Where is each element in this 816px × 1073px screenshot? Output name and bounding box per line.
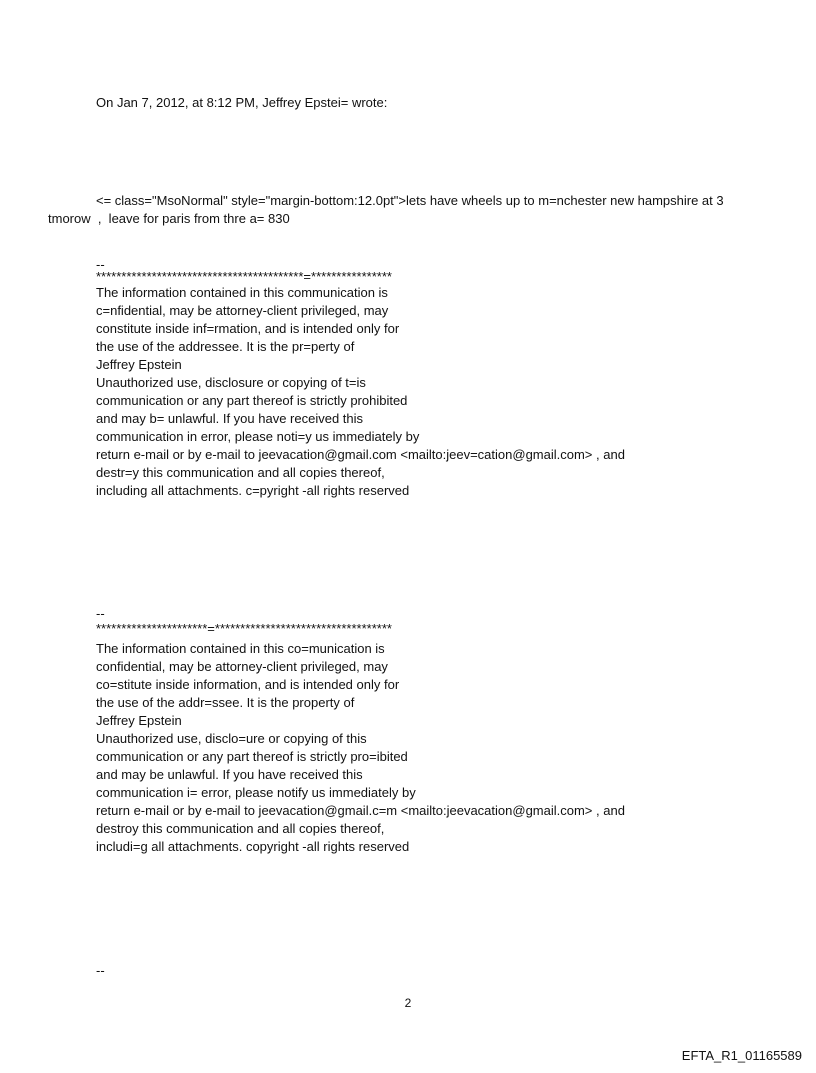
signature-stars: **********************=***********************************	[96, 621, 392, 636]
trailing-dash: --	[96, 963, 105, 978]
disclaimer-line: communication i= error, please notify us immediately by	[96, 785, 416, 800]
signature-dash: --	[96, 606, 105, 621]
disclaimer-line: Unauthorized use, disclo=ure or copying of this	[96, 731, 367, 746]
disclaimer-line: c=nfidential, may be attorney-client privileged, may	[96, 303, 389, 318]
disclaimer-line: including all attachments. c=pyright -all rights reserved	[96, 483, 410, 498]
disclaimer-line: and may be unlawful. If you have received this	[96, 767, 363, 782]
disclaimer-line: constitute inside inf=rmation, and is intended only for	[96, 321, 400, 336]
email-header-line: On Jan 7, 2012, at 8:12 PM, Jeffrey Epstei= wrote:	[96, 95, 388, 110]
page-number: 2	[404, 996, 412, 1010]
disclaimer-line: and may b= unlawful. If you have received this	[96, 411, 364, 426]
disclaimer-line: Unauthorized use, disclosure or copying of t=is	[96, 375, 366, 390]
signature-stars: *****************************************=****************	[96, 269, 392, 284]
disclaimer-line: return e-mail or by e-mail to jeevacation@gmail.c=m <mailto:jeevacation@gmail.com> , and	[96, 803, 625, 818]
disclaimer-line: communication in error, please noti=y us immediately by	[96, 429, 420, 444]
disclaimer-line: destr=y this communication and all copies thereof,	[96, 465, 385, 480]
disclaimer-line: the use of the addr=ssee. It is the property of	[96, 695, 355, 710]
signature-dash: --	[96, 257, 105, 272]
disclaimer-line: co=stitute inside information, and is intended only for	[96, 677, 400, 692]
disclaimer-line: the use of the addressee. It is the pr=perty of	[96, 339, 355, 354]
disclaimer-line: Jeffrey Epstein	[96, 357, 182, 372]
disclaimer-line: The information contained in this co=munication is	[96, 641, 385, 656]
message-line-1: <= class="MsoNormal" style="margin-bottom:12.0pt">lets have wheels up to m=nchester new hampshire at 3	[96, 193, 724, 208]
disclaimer-line: Jeffrey Epstein	[96, 713, 182, 728]
disclaimer-line: The information contained in this communication is	[96, 285, 388, 300]
disclaimer-line: communication or any part thereof is strictly pro=ibited	[96, 749, 408, 764]
message-line-2: tmorow , leave for paris from thre a= 830	[48, 211, 290, 226]
disclaimer-line: includi=g all attachments. copyright -all rights reserved	[96, 839, 410, 854]
disclaimer-line: return e-mail or by e-mail to jeevacation@gmail.com <mailto:jeev=cation@gmail.com> , and	[96, 447, 625, 462]
disclaimer-line: confidential, may be attorney-client privileged, may	[96, 659, 388, 674]
disclaimer-line: destroy this communication and all copies thereof,	[96, 821, 385, 836]
disclaimer-line: communication or any part thereof is strictly prohibited	[96, 393, 408, 408]
document-id: EFTA_R1_01165589	[681, 1048, 802, 1063]
